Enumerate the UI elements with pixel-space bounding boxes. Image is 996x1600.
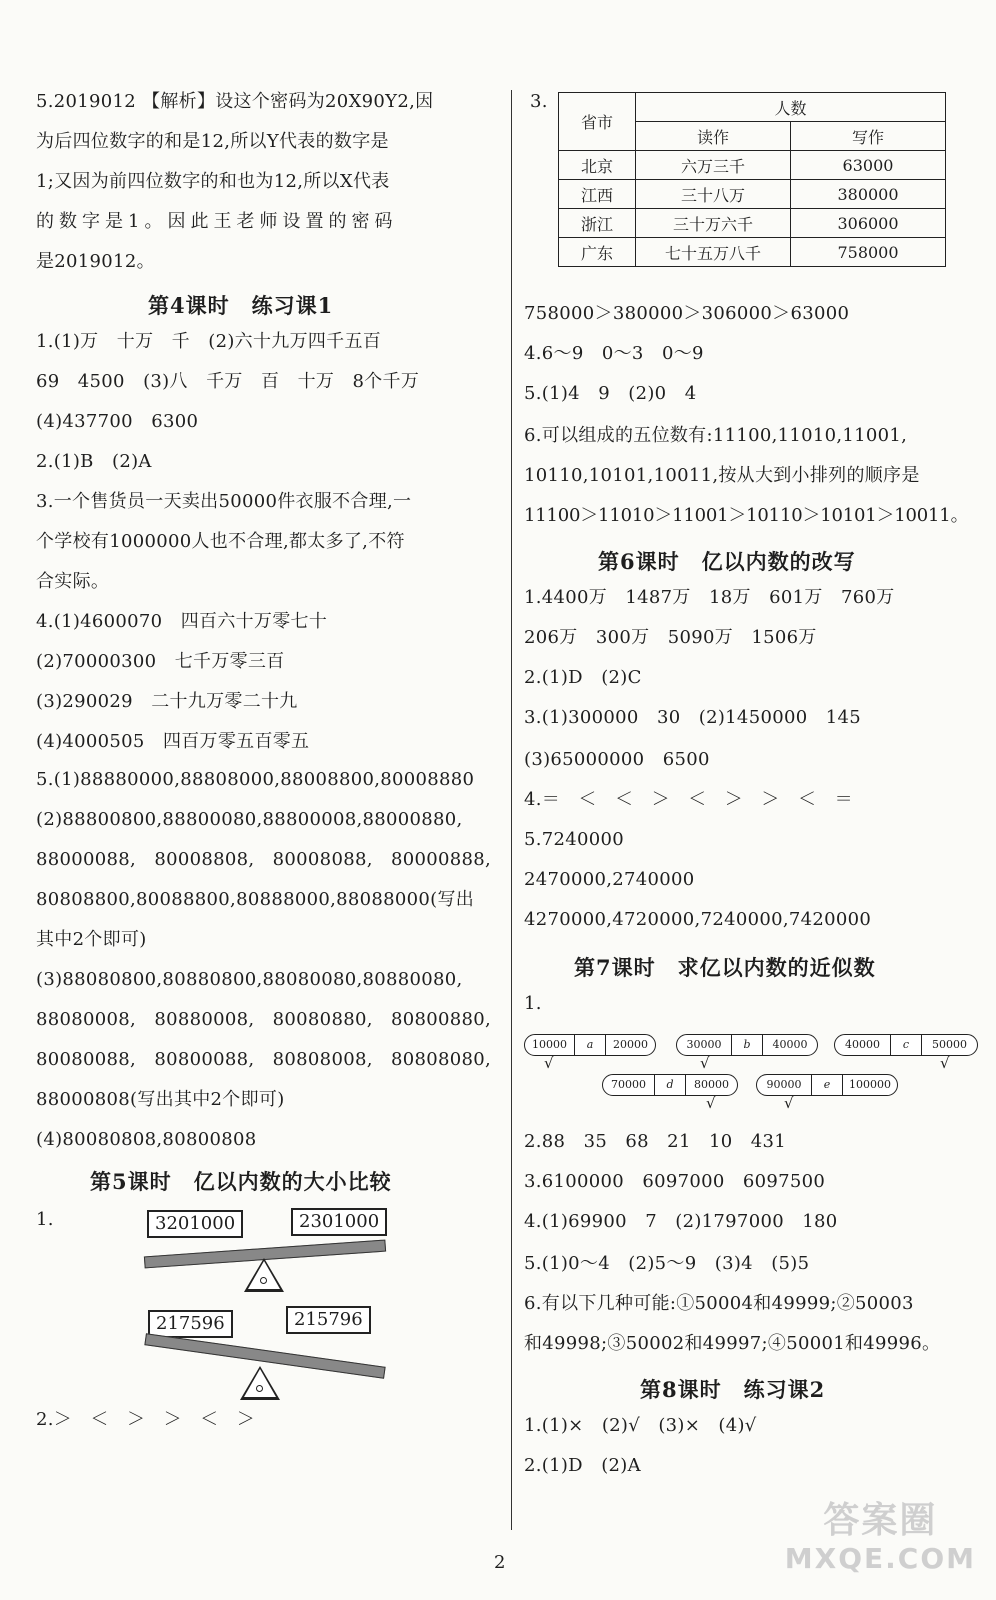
text-line: 合实际。 xyxy=(36,571,110,592)
section-heading-7: 第7课时 求亿以内数的近似数 xyxy=(574,955,876,980)
text-line: (4)80080808,80800808 xyxy=(36,1129,257,1150)
pill-start: 70000 xyxy=(603,1075,655,1095)
number-line-c xyxy=(834,1034,978,1056)
table-cell: 758000 xyxy=(791,238,946,267)
number-line-d xyxy=(602,1074,738,1096)
pill-variable: b xyxy=(732,1035,763,1055)
table-header-read: 读作 xyxy=(636,122,791,151)
check-mark: √ xyxy=(544,1054,554,1072)
text-line: 3.6100000 6097000 6097500 xyxy=(524,1171,826,1192)
table-cell: 63000 xyxy=(791,151,946,180)
text-line: 80080088, 80800088, 80808008, 80808080, xyxy=(36,1049,492,1070)
text-line: 4.＝ ＜ ＜ ＞ ＜ ＞ ＞ ＜ ＝ xyxy=(524,789,853,810)
scale1-right-box: 2301000 xyxy=(291,1208,387,1236)
section-heading-5: 第5课时 亿以内数的大小比较 xyxy=(90,1169,392,1194)
text-line: 3.一个售货员一天卖出50000件衣服不合理,一 xyxy=(36,491,412,512)
text-line: (3)290029 二十九万零二十九 xyxy=(36,691,298,712)
text-line: 1.4400万 1487万 18万 601万 760万 xyxy=(524,587,895,608)
text-line: 4.(1)69900 7 (2)1797000 180 xyxy=(524,1211,838,1232)
pill-variable: c xyxy=(891,1035,922,1055)
table-cell: 六万三千 xyxy=(636,151,791,180)
text-line: 758000＞380000＞306000＞63000 xyxy=(524,303,850,324)
text-line: 1;又因为前四位数字的和也为12,所以X代表 xyxy=(36,171,390,192)
table-header-people: 人数 xyxy=(636,93,946,122)
text-line: 3.(1)300000 30 (2)1450000 145 xyxy=(524,707,862,728)
text-line: 其中2个即可) xyxy=(36,929,147,950)
text-line: 5.(1)88880000,88808000,88008800,80008880 xyxy=(36,769,475,790)
pill-start: 90000 xyxy=(757,1075,812,1095)
text-line: (2)70000300 七千万零三百 xyxy=(36,651,285,672)
text-line: 2.(1)D (2)C xyxy=(524,667,642,688)
table-header-write: 写作 xyxy=(791,122,946,151)
text-line: 10110,10101,10011,按从大到小排列的顺序是 xyxy=(524,465,920,486)
text-line: 11100＞11010＞11001＞10110＞10101＞10011。 xyxy=(524,505,969,526)
text-line: 6.有以下几种可能:①50004和49999;②50003 xyxy=(524,1293,914,1314)
table-cell: 浙江 xyxy=(559,209,636,238)
pill-end: 80000 xyxy=(694,1078,729,1091)
text-line: 1.(1)× (2)√ (3)× (4)√ xyxy=(524,1415,757,1436)
pill-variable: d xyxy=(655,1075,686,1095)
text-line: 2.(1)D (2)A xyxy=(524,1455,641,1476)
text-line: 206万 300万 5090万 1506万 xyxy=(524,627,817,648)
population-table xyxy=(558,92,946,267)
text-line: 2.88 35 68 21 10 431 xyxy=(524,1131,787,1152)
number-line-a xyxy=(524,1034,656,1056)
table-cell: 广东 xyxy=(559,238,636,267)
text-line: 是2019012。 xyxy=(36,251,155,272)
scale1-pivot xyxy=(260,1277,267,1284)
text-line: (3)65000000 6500 xyxy=(524,749,710,770)
text-line: 和49998;③50002和49997;④50001和49996。 xyxy=(524,1333,941,1354)
text-line: 5.2019012 【解析】设这个密码为20X90Y2,因 xyxy=(36,91,434,112)
pill-end: 50000 xyxy=(932,1038,967,1051)
table-row xyxy=(559,209,946,238)
page-number: 2 xyxy=(494,1552,506,1573)
text-line: 88080008, 80880008, 80080880, 80800880, xyxy=(36,1009,492,1030)
pill-variable: a xyxy=(575,1035,606,1055)
table-cell: 江西 xyxy=(559,180,636,209)
text-line: 5.(1)0～4 (2)5～9 (3)4 (5)5 xyxy=(524,1253,810,1274)
scale1-left-box: 3201000 xyxy=(147,1210,243,1238)
section-heading-4: 第4课时 练习课1 xyxy=(148,293,334,318)
number-line-b xyxy=(676,1034,818,1056)
column-divider xyxy=(511,90,512,1530)
watermark xyxy=(785,1502,976,1578)
text-line: 88000088, 80008808, 80008088, 80000888, xyxy=(36,849,492,870)
scale1-fulcrum xyxy=(244,1258,284,1292)
table-row xyxy=(559,151,946,180)
table-header-province: 省市 xyxy=(559,93,636,151)
pill-end: 100000 xyxy=(849,1078,891,1091)
number-line-e xyxy=(756,1074,898,1096)
text-line: 2.(1)B (2)A xyxy=(36,451,152,472)
question-label: 3. xyxy=(530,91,548,112)
pill-end: 40000 xyxy=(772,1038,808,1051)
text-line: 5.7240000 xyxy=(524,829,625,850)
table-row xyxy=(559,238,946,267)
watermark-bottom: MXQE.COM xyxy=(784,1542,976,1575)
section-heading-8: 第8课时 练习课2 xyxy=(640,1377,826,1402)
check-mark: √ xyxy=(940,1054,950,1072)
check-mark: √ xyxy=(700,1054,710,1072)
scale2-pivot xyxy=(256,1385,263,1392)
text-line: 为后四位数字的和是12,所以Y代表的数字是 xyxy=(36,131,389,152)
text-line: 5.(1)4 9 (2)0 4 xyxy=(524,383,697,404)
text-line: (4)437700 6300 xyxy=(36,411,199,432)
text-line: 4270000,4720000,7240000,7420000 xyxy=(524,909,872,930)
text-line: 4.(1)4600070 四百六十万零七十 xyxy=(36,611,328,632)
text-line: (2)88800800,88800080,88800008,88000880, xyxy=(36,809,463,830)
pill-end: 20000 xyxy=(613,1038,648,1051)
text-line: 个学校有1000000人也不合理,都太多了,不符 xyxy=(36,531,405,552)
question-label: 1. xyxy=(524,993,542,1014)
pill-variable: e xyxy=(812,1075,843,1095)
text-line: 80808800,80088800,80888000,88088000(写出 xyxy=(36,889,475,910)
text-line: 4.6～9 0～3 0～9 xyxy=(524,343,704,364)
text-line: (3)88080800,80880800,88080080,80880080, xyxy=(36,969,463,990)
pill-start: 10000 xyxy=(525,1035,575,1055)
scale2-fulcrum xyxy=(240,1366,280,1400)
table-cell: 三十万六千 xyxy=(636,209,791,238)
text-line: 2470000,2740000 xyxy=(524,869,695,890)
table-cell: 七十五万八千 xyxy=(636,238,791,267)
table-cell: 三十八万 xyxy=(636,180,791,209)
section-heading-6: 第6课时 亿以内数的改写 xyxy=(598,549,856,574)
text-line: 1.(1)万 十万 千 (2)六十九万四千五百 xyxy=(36,331,382,352)
scale2-right-box: 215796 xyxy=(286,1306,371,1334)
table-row xyxy=(559,180,946,209)
text-line: 6.可以组成的五位数有:11100,11010,11001, xyxy=(524,425,908,446)
table-cell: 380000 xyxy=(791,180,946,209)
question-label: 1. xyxy=(36,1209,54,1230)
text-line: 2.＞ ＜ ＞ ＞ ＜ ＞ xyxy=(36,1409,256,1430)
text-line: 88000808(写出其中2个即可) xyxy=(36,1089,285,1110)
check-mark: √ xyxy=(706,1094,716,1112)
table-cell: 北京 xyxy=(559,151,636,180)
table-cell: 306000 xyxy=(791,209,946,238)
text-line: 的数字是1。因此王老师设置的密码 xyxy=(36,211,398,232)
pill-start: 40000 xyxy=(835,1035,891,1055)
text-line: (4)4000505 四百万零五百零五 xyxy=(36,731,310,752)
watermark-top: 答案圈 xyxy=(823,1500,938,1541)
text-line: 69 4500 (3)八 千万 百 十万 8个千万 xyxy=(36,371,420,392)
pill-start: 30000 xyxy=(677,1035,732,1055)
check-mark: √ xyxy=(784,1094,794,1112)
scale2-left-box: 217596 xyxy=(148,1310,233,1338)
